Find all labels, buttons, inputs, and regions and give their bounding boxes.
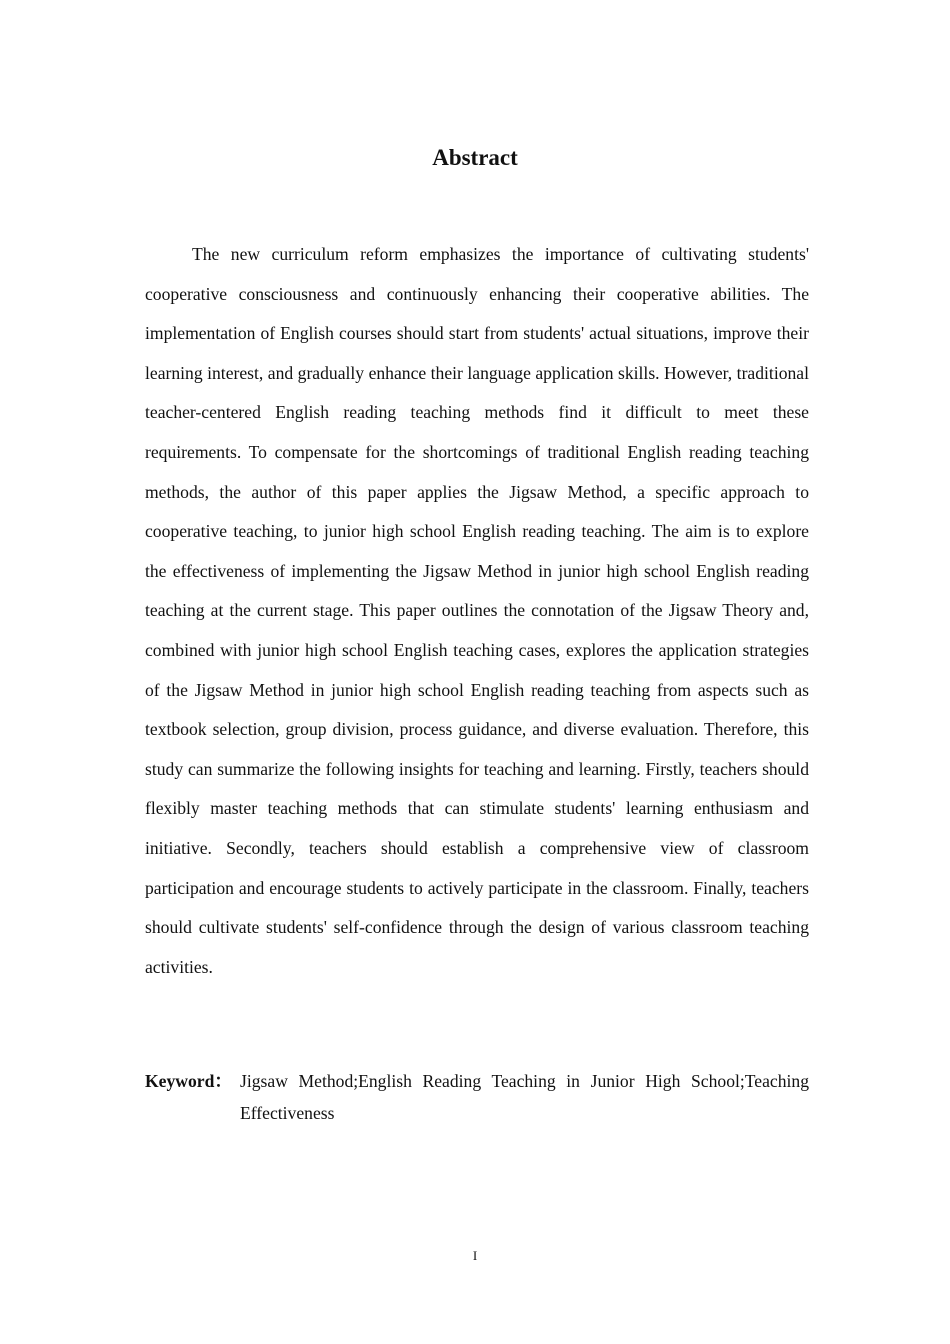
abstract-body: The new curriculum reform emphasizes the importance of cultivating students' cooperative consciousness and continuously enhancing their cooperative abilities. The implementation of English courses should start from students' actual situations, improve their learning interest, and gradually enhance their language application skills. However, traditional teacher-centered English reading teaching methods find it difficult to meet these requirements. To compensate for the shortcomings of traditional English reading teaching methods, the author of this paper applies the Jigsaw Method, a specific approach to cooperative teaching, to junior high school English reading teaching. The aim is to explore the effectiveness of implementing the Jigsaw Method in junior high school English reading teaching at the current stage. This paper outlines the connotation of the Jigsaw Theory and, combined with junior high school English teaching cases, explores the application strategies of the Jigsaw Method in junior high school English reading teaching from aspects such as textbook selection, group division, process guidance, and diverse evaluation. Therefore, this study can summarize the following insights for teaching and learning. Firstly, teachers should flexibly master teaching methods that can stimulate students' learning enthusiasm and initiative. Secondly, teachers should establish a comprehensive view of classroom participation and encourage students to actively participate in the classroom. Finally, teachers should cultivate students' self-confidence through the design of various classroom teaching activities. [145, 244, 809, 977]
keywords-section [145, 1065, 809, 1129]
abstract-title: Abstract [432, 145, 518, 170]
page-number: I [472, 1248, 478, 1263]
keywords-text: Jigsaw Method;English Reading Teaching in Junior High School;Teaching Effectiveness [240, 1071, 809, 1123]
keywords-label: Keyword： [145, 1071, 232, 1091]
